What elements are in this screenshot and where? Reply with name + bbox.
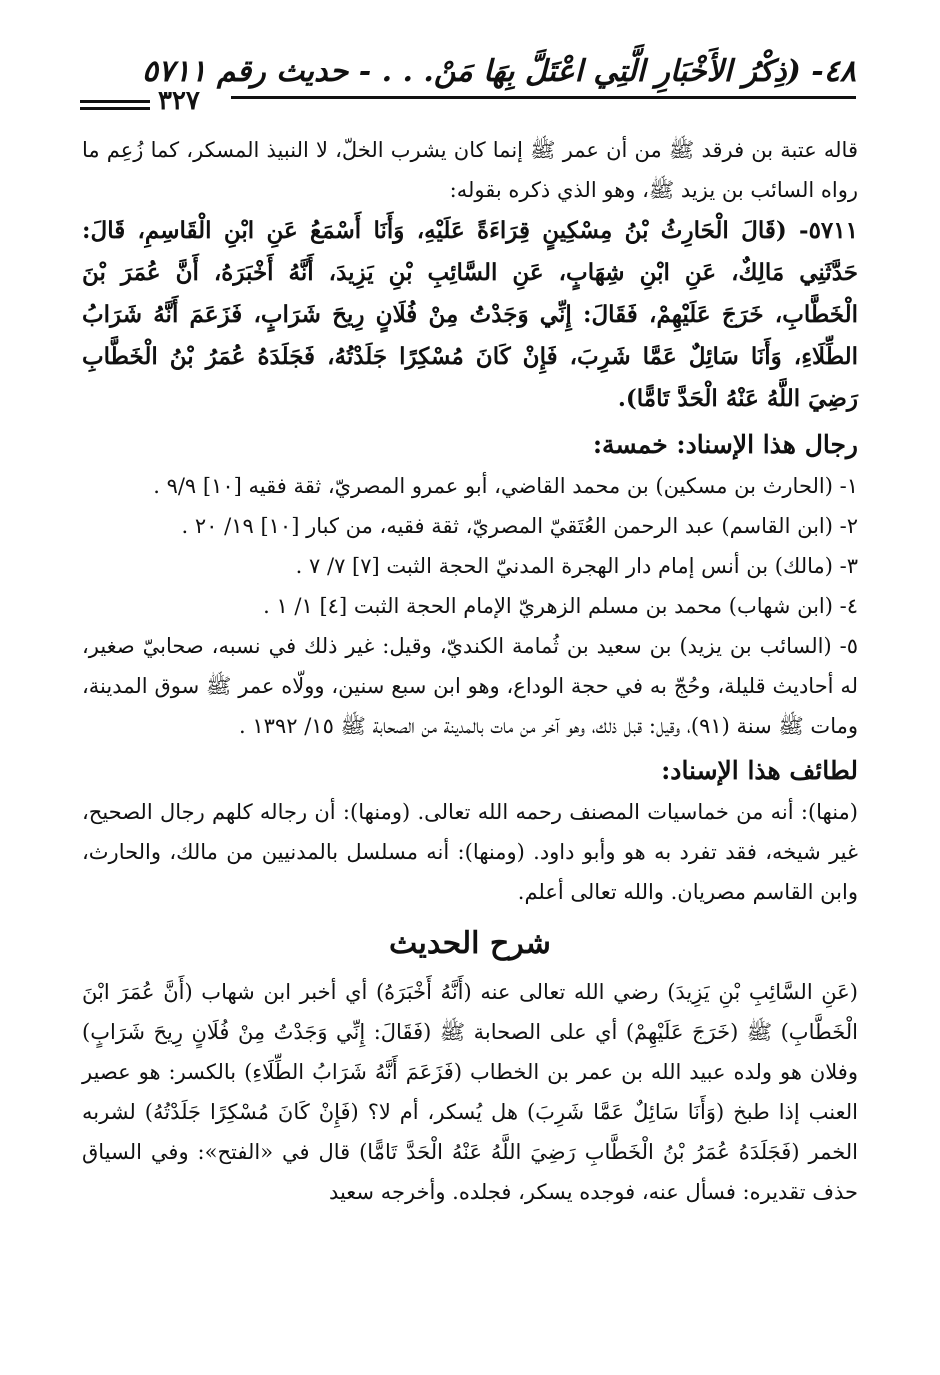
page-header	[80, 52, 856, 116]
intro-paragraph: قاله عتبة بن فرقد ﷺ من أن عمر ﷺ إنما كان يشرب الخلّ، لا النبيذ المسكر، كما زُعِم ما رواه السائب بن يزيد ﷺ، وهو الذي ذكره بقوله:	[82, 138, 858, 202]
hadith-text: ٥٧١١- (قَالَ الْحَارِثُ بْنُ مِسْكِينٍ قِرَاءَةً عَلَيْهِ، وَأَنَا أَسْمَعُ عَنِ ابْنِ الْقَاسِمِ، قَالَ: حَدَّثَنِي مَالِكٌ، عَنِ ابْنِ شِهَابٍ، عَنِ السَّائِبِ بْنِ يَزِيدَ، أَنَّهُ أَخْبَرَهُ، أَنَّ عُمَرَ بْنَ الْخَطَّابِ، خَرَجَ عَلَيْهِمْ، فَقَالَ: إِنِّي وَجَدْتُ مِنْ فُلَانٍ رِيحَ شَرَابٍ، فَزَعَمَ أَنَّهُ شَرَابُ الطِّلَاءِ، وَأَنَا سَائِلٌ عَمَّا شَرِبَ، فَإِنْ كَانَ مُسْكِرًا جَلَدْتُهُ، فَجَلَدَهُ عُمَرُ بْنُ الْخَطَّابِ رَضِيَ اللَّهُ عَنْهُ الْحَدَّ تَامًّا).	[82, 217, 858, 412]
page-body	[82, 130, 858, 1212]
page-number: ٣٢٧	[158, 86, 200, 116]
lataif-heading: لطائف هذا الإسناد:	[661, 756, 858, 785]
narrator-item: ٣- (مالك) بن أنس إمام دار الهجرة المدنيّ الحجة الثبت [٧] ٧/ ٧ .	[295, 554, 858, 578]
header-double-rule	[80, 100, 150, 110]
narrator-item: ٥- (السائب بن يزيد) بن سعيد بن ثُمامة الكنديّ، وقيل: غير ذلك في نسبه، صحابيّ صغير، له أحاديث قليلة، وحُجّ به في حجة الوداع، وهو ابن سبع سنين، وولّاه عمر ﷺ سوق المدينة، ومات ﷺ سنة (٩١)، وقيل: قبل ذلك، وهو آخر من مات بالمدينة من الصحابة ﷺ ١٥/ ١٣٩٢ .	[82, 634, 858, 738]
header-rule	[231, 96, 856, 99]
narrator-item: ٤- (ابن شهاب) محمد بن مسلم الزهريّ الإمام الحجة الثبت [٤] ١/ ١ .	[263, 594, 858, 618]
narrator-item: ٢- (ابن القاسم) عبد الرحمن العُتَقيّ المصريّ، ثقة فقيه، من كبار [١٠] ١٩/ ٢٠ .	[181, 514, 858, 538]
narrator-list	[82, 466, 858, 746]
lataif-paragraph: (منها): أنه من خماسيات المصنف رحمه الله تعالى. (ومنها): أن رجاله كلهم رجال الصحيح، غير شيخه، فقد تفرد به هو وأبو داود. (ومنها): أنه مسلسل بالمدنيين من مالك، والحارث، وابن القاسم مصريان. والله تعالى أعلم.	[82, 800, 858, 904]
sharh-paragraph: (عَنِ السَّائِبِ بْنِ يَزِيدَ) رضي الله تعالى عنه (أَنَّهُ أَخْبَرَهُ) أي أخبر ابن شهاب (أَنَّ عُمَرَ ابْنَ الْخَطَّابِ) ﷺ (خَرَجَ عَلَيْهِمْ) أي على الصحابة ﷺ (فَقَالَ: إِنِّي وَجَدْتُ مِنْ فُلَانٍ رِيحَ شَرَابٍ) وفلان هو ولده عبيد الله بن عمر بن الخطاب (فَزَعَمَ أَنَّهُ شَرَابُ الطِّلَاءِ) بالكسر: هو عصير العنب إذا طبخ (وَأَنَا سَائِلٌ عَمَّا شَرِبَ) هل يُسكر، أم لا؟ (فَإِنْ كَانَ مُسْكِرًا جَلَدْتُهُ) لشربه الخمر (فَجَلَدَهُ عُمَرُ بْنُ الْخَطَّابِ رَضِيَ اللَّهُ عَنْهُ الْحَدَّ تَامًّا) قال في «الفتح»: وفي السياق حذف تقديره: فسأل عنه، فوجده يسكر، فجلده. وأخرجه سعيد	[82, 980, 858, 1204]
rijal-heading: رجال هذا الإسناد: خمسة:	[592, 430, 858, 459]
narrator-item: ١- (الحارث بن مسكين) بن محمد القاضي، أبو عمرو المصريّ، ثقة فقيه [١٠] ٩/٩ .	[153, 474, 858, 498]
running-title: ٤٨- (ذِكْرُ الأَخْبَارِ الَّتِي اعْتَلَّ بِهَا مَنْ. . . - حديث رقم ٥٧١١	[142, 54, 856, 89]
sharh-heading: شرح الحديث	[389, 926, 551, 961]
